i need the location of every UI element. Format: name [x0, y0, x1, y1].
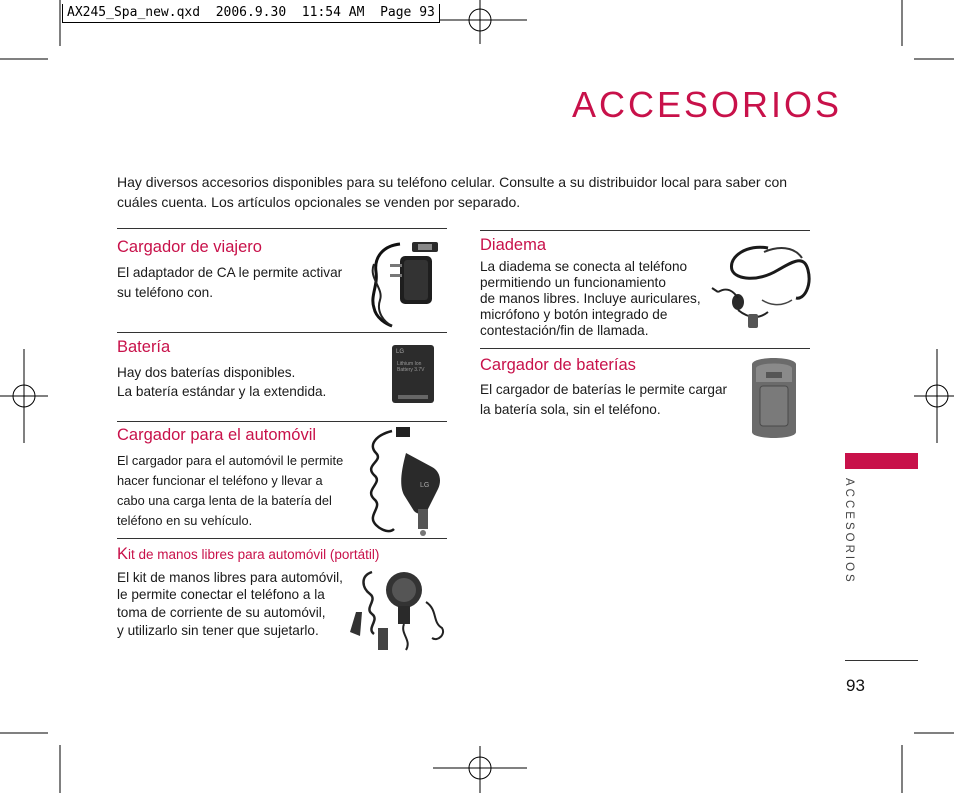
- handsfree-kit-image: [342, 562, 450, 658]
- page-number-rule: [845, 660, 918, 661]
- intro-paragraph: Hay diversos accesorios disponibles para su teléfono celular. Consulte a su distribuidor local para saber con cuáles cuenta. Los artículos opcionales se venden por separado.: [117, 174, 788, 210]
- headset-text-4: micrófono y botón integrado de: [480, 307, 668, 322]
- car-charger-image: [362, 425, 448, 537]
- battery-contacts: [398, 395, 428, 399]
- divider: [480, 348, 810, 349]
- headset-text-3: de manos libres. Incluye auriculares,: [480, 291, 701, 306]
- battery-label: Lithium Ion Battery 3.7V: [397, 361, 425, 373]
- handsfree-heading: [117, 545, 379, 564]
- battery-charger-text-1: El cargador de baterías le permite cargar: [480, 382, 728, 397]
- travel-charger-heading: Cargador de viajero: [117, 238, 262, 256]
- divider: [117, 332, 447, 333]
- car-charger-brand: LG: [420, 482, 430, 489]
- battery-heading: Batería: [117, 338, 171, 356]
- headset-text-5: contestación/fin de llamada.: [480, 323, 649, 338]
- battery-brand: LG: [396, 349, 405, 355]
- divider: [117, 538, 447, 539]
- handsfree-text-2: le permite conectar el teléfono a la: [117, 587, 325, 602]
- headset-text-1: La diadema se conecta al teléfono: [480, 259, 688, 274]
- page-number: 93: [846, 676, 865, 695]
- headset-text-2: permitiendo un funcionamiento: [480, 275, 666, 290]
- divider: [480, 230, 810, 231]
- handsfree-heading-initial: K: [117, 545, 129, 563]
- travel-charger-image: [362, 238, 452, 330]
- battery-text-1: Hay dos baterías disponibles.: [117, 365, 296, 380]
- battery-charger-text-2: la batería sola, sin el teléfono.: [480, 402, 661, 417]
- headset-heading: Diadema: [480, 236, 547, 254]
- handsfree-text-3: toma de corriente de su automóvil,: [117, 605, 326, 620]
- headset-image: [708, 240, 812, 332]
- battery-text-2: La batería estándar y la extendida.: [117, 384, 327, 399]
- divider: [117, 421, 447, 422]
- handsfree-text-1: El kit de manos libres para automóvil,: [117, 570, 343, 585]
- battery-charger-heading: Cargador de baterías: [480, 356, 636, 374]
- side-tab-label: ACCESORIOS: [843, 478, 855, 585]
- file-slug: AX245_Spa_new.qxd 2006.9.30 11:54 AM Page 93: [62, 4, 440, 23]
- car-charger-text: El cargador para el automóvil le permite hacer funcionar el teléfono y llevar a cabo una carga lenta de la batería del teléfono en su vehículo.: [117, 453, 344, 528]
- handsfree-text-4: y utilizarlo sin tener que sujetarlo.: [117, 623, 319, 638]
- car-charger-heading: Cargador para el automóvil: [117, 426, 317, 444]
- travel-charger-text: El adaptador de CA le permite activar su teléfono con.: [117, 265, 343, 300]
- battery-charger-image: [748, 352, 800, 444]
- handsfree-heading-rest: it de manos libres para automóvil (portátil): [128, 547, 380, 562]
- divider: [117, 228, 447, 229]
- page-title: ACCESORIOS: [571, 84, 842, 125]
- side-tab-bar: [845, 453, 918, 469]
- battery-image: [392, 345, 434, 403]
